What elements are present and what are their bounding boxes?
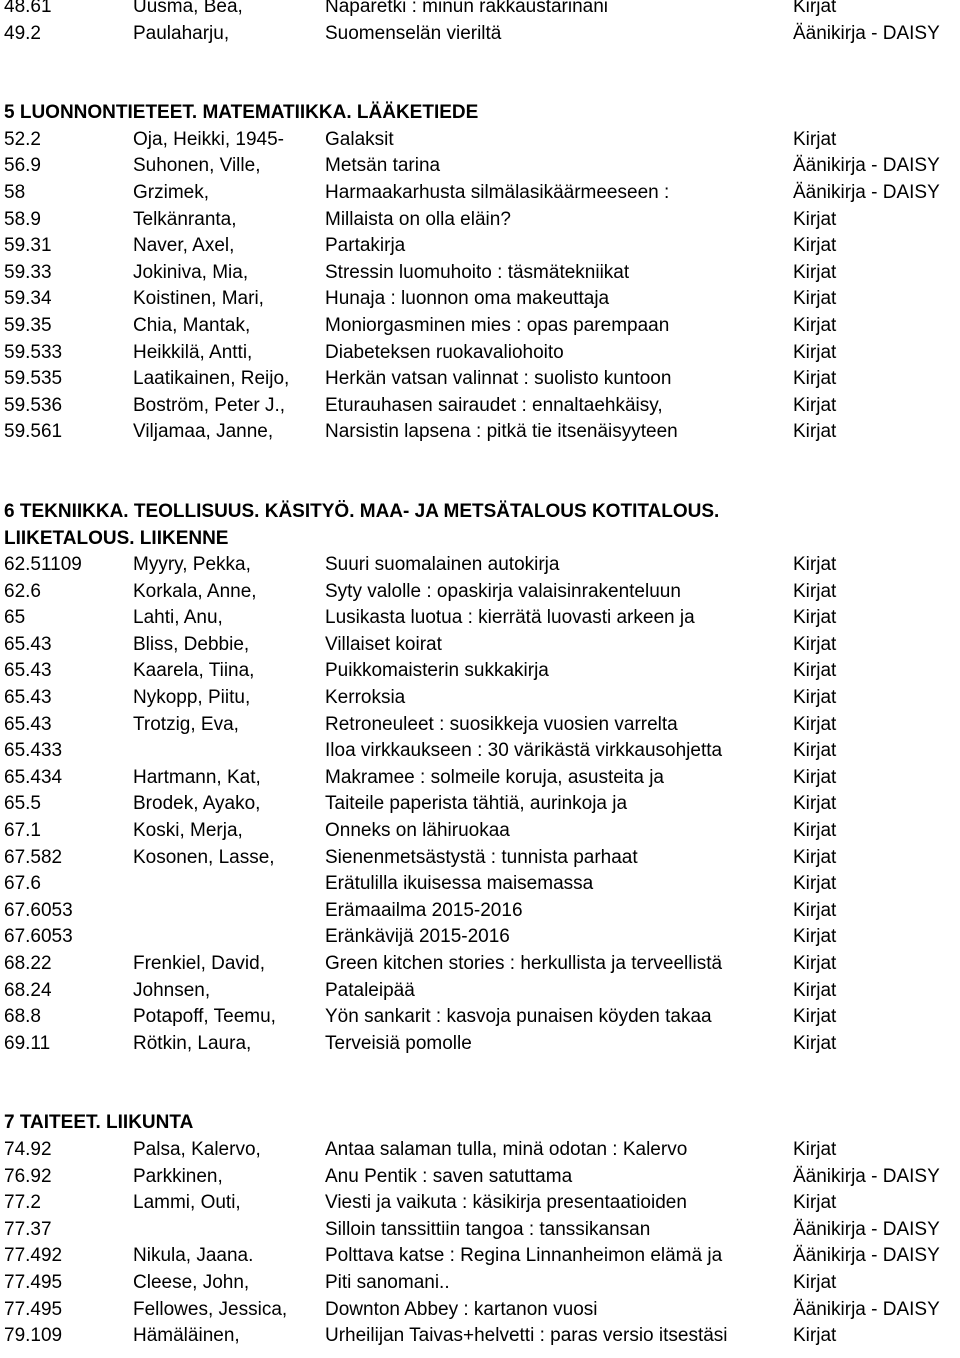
classification-number: 62.6 (4, 580, 41, 602)
material-type: Kirjat (793, 953, 837, 974)
author-name: Koski, Merja, (133, 820, 243, 842)
classification-number: 77.492 (4, 1245, 63, 1267)
classification-number: 65.5 (4, 793, 41, 815)
material-type: Kirjat (793, 1138, 837, 1160)
catalog-row (0, 898, 960, 925)
section-heading: 6 TEKNIIKKA. TEOLLISUUS. KÄSITYÖ. MAA- JA METSÄTALOUS KOTITALOUS. (4, 500, 720, 522)
catalog-row (0, 978, 960, 1005)
book-title: Suomenselän vieriltä (325, 22, 502, 44)
material-type: Kirjat (793, 873, 837, 895)
material-type: Kirjat (793, 740, 837, 762)
book-title: Syty valolle : opaskirja valaisinrakenteluun (325, 580, 681, 602)
catalog-row (0, 286, 960, 313)
material-type: Äänikirja - DAISY (793, 1165, 940, 1187)
author-name: Potapoff, Teemu, (133, 1006, 276, 1028)
material-type: Kirjat (793, 288, 837, 310)
material-type: Kirjat (793, 235, 837, 257)
material-type: Kirjat (793, 368, 837, 390)
author-name: Brodek, Ayako, (133, 793, 261, 815)
book-title: Anu Pentik : saven satuttama (325, 1165, 573, 1187)
material-type: Kirjat (793, 1032, 837, 1054)
classification-number: 67.6 (4, 873, 41, 895)
author-name: Grzimek, (133, 181, 209, 203)
book-title: Sienenmetsästystä : tunnista parhaat (325, 846, 638, 868)
book-title: Yön sankarit : kasvoja punaisen köyden takaa (325, 1006, 712, 1028)
author-name: Hartmann, Kat, (133, 766, 261, 788)
classification-number: 67.582 (4, 846, 63, 868)
catalog-row (0, 0, 960, 21)
book-title: Partakirja (325, 235, 406, 257)
author-name: Uusma, Bea, (133, 0, 243, 17)
material-type: Kirjat (793, 713, 837, 735)
material-type: Kirjat (793, 128, 837, 150)
book-title: Makramee : solmeile koruja, asusteita ja (325, 766, 664, 788)
material-type: Kirjat (793, 793, 837, 815)
material-type: Kirjat (793, 261, 837, 283)
material-type: Kirjat (793, 580, 837, 602)
catalog-row (0, 313, 960, 340)
book-title: Herkän vatsan valinnat : suolisto kuntoon (325, 368, 672, 390)
catalog-row (0, 207, 960, 234)
book-title: Iloa virkkaukseen : 30 värikästä virkkausohjetta (325, 740, 723, 762)
book-title: Kerroksia (325, 687, 406, 709)
author-name: Nikula, Jaana. (133, 1245, 254, 1267)
author-name: Naver, Axel, (133, 235, 235, 257)
book-title: Green kitchen stories : herkullista ja terveellistä (325, 953, 723, 974)
material-type: Kirjat (793, 979, 837, 1001)
catalog-section (0, 1110, 960, 1349)
author-name: Myyry, Pekka, (133, 554, 251, 576)
classification-number: 58.9 (4, 208, 41, 230)
classification-number: 74.92 (4, 1138, 52, 1160)
classification-number: 59.33 (4, 261, 52, 283)
classification-number: 65 (4, 607, 26, 629)
book-title: Silloin tanssittiin tangoa : tanssikansan (325, 1218, 651, 1240)
catalog-row (0, 1217, 960, 1244)
catalog-section (0, 100, 960, 446)
classification-number: 76.92 (4, 1165, 52, 1187)
book-title: Hunaja : luonnon oma makeuttaja (325, 288, 610, 310)
catalog-row (0, 1004, 960, 1031)
material-type: Kirjat (793, 1006, 837, 1028)
material-type: Äänikirja - DAISY (793, 1245, 940, 1267)
material-type: Kirjat (793, 1271, 837, 1293)
material-type: Kirjat (793, 820, 837, 842)
material-type: Kirjat (793, 633, 837, 655)
author-name: Lahti, Anu, (133, 607, 223, 629)
catalog-row (0, 1243, 960, 1270)
author-name: Chia, Mantak, (133, 314, 251, 336)
catalog-row (0, 951, 960, 978)
classification-number: 67.6053 (4, 926, 73, 948)
material-type: Kirjat (793, 926, 837, 948)
book-title: Polttava katse : Regina Linnanheimon elämä ja (325, 1245, 723, 1267)
author-name: Palsa, Kalervo, (133, 1138, 261, 1160)
material-type: Kirjat (793, 687, 837, 709)
classification-number: 65.434 (4, 766, 63, 788)
section-heading: LIIKETALOUS. LIIKENNE (4, 527, 229, 549)
catalog-row (0, 1031, 960, 1058)
catalog-row (0, 340, 960, 367)
catalog-row (0, 552, 960, 579)
material-type: Kirjat (793, 421, 837, 443)
catalog-row (0, 712, 960, 739)
book-title: Retroneuleet : suosikkeja vuosien varrelta (325, 713, 678, 735)
catalog-row (0, 685, 960, 712)
book-title: Galaksit (325, 128, 394, 150)
section-heading: 7 TAITEET. LIIKUNTA (4, 1112, 194, 1134)
catalog-section (0, 499, 960, 1057)
material-type: Kirjat (793, 314, 837, 336)
material-type: Äänikirja - DAISY (793, 1298, 940, 1320)
classification-number: 65.43 (4, 687, 52, 709)
book-title: Metsän tarina (325, 155, 441, 177)
classification-number: 49.2 (4, 22, 41, 44)
catalog-row (0, 818, 960, 845)
author-name: Hämäläinen, (133, 1325, 240, 1347)
material-type: Kirjat (793, 899, 837, 921)
catalog-row (0, 260, 960, 287)
book-title: Eturauhasen sairaudet : ennaltaehkäisy, (325, 394, 663, 416)
book-title: Narsistin lapsena : pitkä tie itsenäisyyteen (325, 421, 678, 443)
catalog-row (0, 1164, 960, 1191)
book-title: Erätulilla ikuisessa maisemassa (325, 873, 594, 895)
classification-number: 65.43 (4, 660, 52, 682)
classification-number: 69.11 (4, 1032, 51, 1054)
material-type: Äänikirja - DAISY (793, 22, 940, 44)
author-name: Laatikainen, Reijo, (133, 368, 290, 390)
book-title: Puikkomaisterin sukkakirja (325, 660, 549, 682)
material-type: Kirjat (793, 208, 837, 230)
classification-number: 59.533 (4, 341, 63, 363)
material-type: Kirjat (793, 1192, 837, 1214)
book-title: Antaa salaman tulla, minä odotan : Kalervo (325, 1138, 688, 1160)
author-name: Fellowes, Jessica, (133, 1298, 288, 1320)
classification-number: 67.6053 (4, 899, 73, 921)
author-name: Nykopp, Piitu, (133, 687, 251, 709)
book-title: Diabeteksen ruokavaliohoito (325, 341, 564, 363)
catalog-row (0, 658, 960, 685)
material-type: Kirjat (793, 846, 837, 868)
classification-number: 65.433 (4, 740, 63, 762)
classification-number: 77.495 (4, 1271, 63, 1293)
book-title: Lusikasta luotua : kierrätä luovasti arkeen ja (325, 607, 695, 629)
material-type: Äänikirja - DAISY (793, 1218, 940, 1240)
material-type: Äänikirja - DAISY (793, 155, 940, 177)
author-name: Oja, Heikki, 1945- (133, 128, 285, 150)
author-name: Boström, Peter J., (133, 394, 286, 416)
author-name: Parkkinen, (133, 1165, 223, 1187)
catalog-row (0, 419, 960, 446)
material-type: Kirjat (793, 607, 837, 629)
section-heading: 5 LUONNONTIETEET. MATEMATIIKKA. LÄÄKETIEDE (4, 102, 479, 124)
material-type: Kirjat (793, 341, 837, 363)
book-title: Stressin luomuhoito : täsmätekniikat (325, 261, 630, 283)
book-title: Naparetki : minun rakkaustarinani (325, 0, 609, 17)
classification-number: 59.536 (4, 394, 63, 416)
material-type: Kirjat (793, 0, 837, 17)
author-name: Suhonen, Ville, (133, 155, 261, 177)
author-name: Kosonen, Lasse, (133, 846, 275, 868)
catalog-row (0, 1270, 960, 1297)
material-type: Kirjat (793, 554, 837, 576)
classification-number: 65.43 (4, 633, 52, 655)
catalog-row (0, 605, 960, 632)
author-name: Trotzig, Eva, (133, 713, 239, 735)
catalog-row (0, 871, 960, 898)
author-name: Rötkin, Laura, (133, 1032, 252, 1054)
author-name: Koistinen, Mari, (133, 288, 264, 310)
book-title: Terveisiä pomolle (325, 1032, 472, 1054)
material-type: Kirjat (793, 394, 837, 416)
classification-number: 68.22 (4, 953, 52, 974)
catalog-row (0, 765, 960, 792)
classification-number: 52.2 (4, 128, 41, 150)
classification-number: 48.61 (4, 0, 52, 17)
book-title: Suuri suomalainen autokirja (325, 554, 560, 576)
book-title: Erämaailma 2015-2016 (325, 899, 523, 921)
author-name: Telkänranta, (133, 208, 237, 230)
catalog-row (0, 791, 960, 818)
author-name: Korkala, Anne, (133, 580, 257, 602)
book-title: Onneks on lähiruokaa (325, 820, 510, 842)
classification-number: 59.31 (4, 235, 52, 257)
author-name: Viljamaa, Janne, (133, 421, 274, 443)
classification-number: 59.561 (4, 421, 63, 443)
author-name: Johnsen, (133, 979, 211, 1001)
catalog-row (0, 1323, 960, 1350)
author-name: Kaarela, Tiina, (133, 660, 255, 682)
author-name: Cleese, John, (133, 1271, 250, 1293)
author-name: Bliss, Debbie, (133, 633, 250, 655)
classification-number: 56.9 (4, 155, 41, 177)
catalog-row (0, 153, 960, 180)
author-name: Heikkilä, Antti, (133, 341, 253, 363)
author-name: Frenkiel, David, (133, 953, 265, 974)
book-title: Downton Abbey : kartanon vuosi (325, 1298, 598, 1320)
material-type: Kirjat (793, 1325, 837, 1347)
classification-number: 65.43 (4, 713, 52, 735)
catalog-row (0, 738, 960, 765)
classification-number: 79.109 (4, 1325, 63, 1347)
classification-number: 59.535 (4, 368, 63, 390)
classification-number: 77.2 (4, 1192, 41, 1214)
catalog-row (0, 233, 960, 260)
author-name: Paulaharju, (133, 22, 230, 44)
classification-number: 59.35 (4, 314, 52, 336)
book-title: Pataleipää (325, 979, 415, 1001)
catalog-row (0, 21, 960, 48)
classification-number: 77.495 (4, 1298, 63, 1320)
classification-number: 58 (4, 181, 26, 203)
author-name: Jokiniva, Mia, (133, 261, 249, 283)
catalog-row (0, 180, 960, 207)
catalog-row (0, 393, 960, 420)
book-title: Millaista on olla eläin? (325, 208, 511, 230)
catalog-row (0, 579, 960, 606)
book-title: Piti sanomani.. (325, 1271, 450, 1293)
classification-number: 67.1 (4, 820, 41, 842)
catalog-row (0, 1297, 960, 1324)
book-title: Eränkävijä 2015-2016 (325, 926, 510, 948)
material-type: Äänikirja - DAISY (793, 181, 940, 203)
material-type: Kirjat (793, 660, 837, 682)
classification-number: 77.37 (4, 1218, 52, 1240)
book-title: Urheilijan Taivas+helvetti : paras versio itsestäsi (325, 1325, 728, 1347)
book-title: Villaiset koirat (325, 633, 442, 655)
classification-number: 59.34 (4, 288, 52, 310)
catalog-row (0, 1137, 960, 1164)
classification-number: 62.51109 (4, 554, 82, 576)
classification-number: 68.8 (4, 1006, 41, 1028)
catalog-row (0, 127, 960, 154)
classification-number: 68.24 (4, 979, 52, 1001)
material-type: Kirjat (793, 766, 837, 788)
catalog-row (0, 924, 960, 951)
catalog-row (0, 366, 960, 393)
catalog-section (0, 0, 960, 47)
catalog-row (0, 1190, 960, 1217)
book-title: Viesti ja vaikuta : käsikirja presentaatioiden (325, 1192, 687, 1214)
book-title: Taiteile paperista tähtiä, aurinkoja ja (325, 793, 628, 815)
catalog-row (0, 845, 960, 872)
author-name: Lammi, Outi, (133, 1192, 241, 1214)
catalog-row (0, 632, 960, 659)
book-title: Harmaakarhusta silmälasikäärmeeseen : (325, 181, 670, 203)
book-title: Moniorgasminen mies : opas parempaan (325, 314, 670, 336)
